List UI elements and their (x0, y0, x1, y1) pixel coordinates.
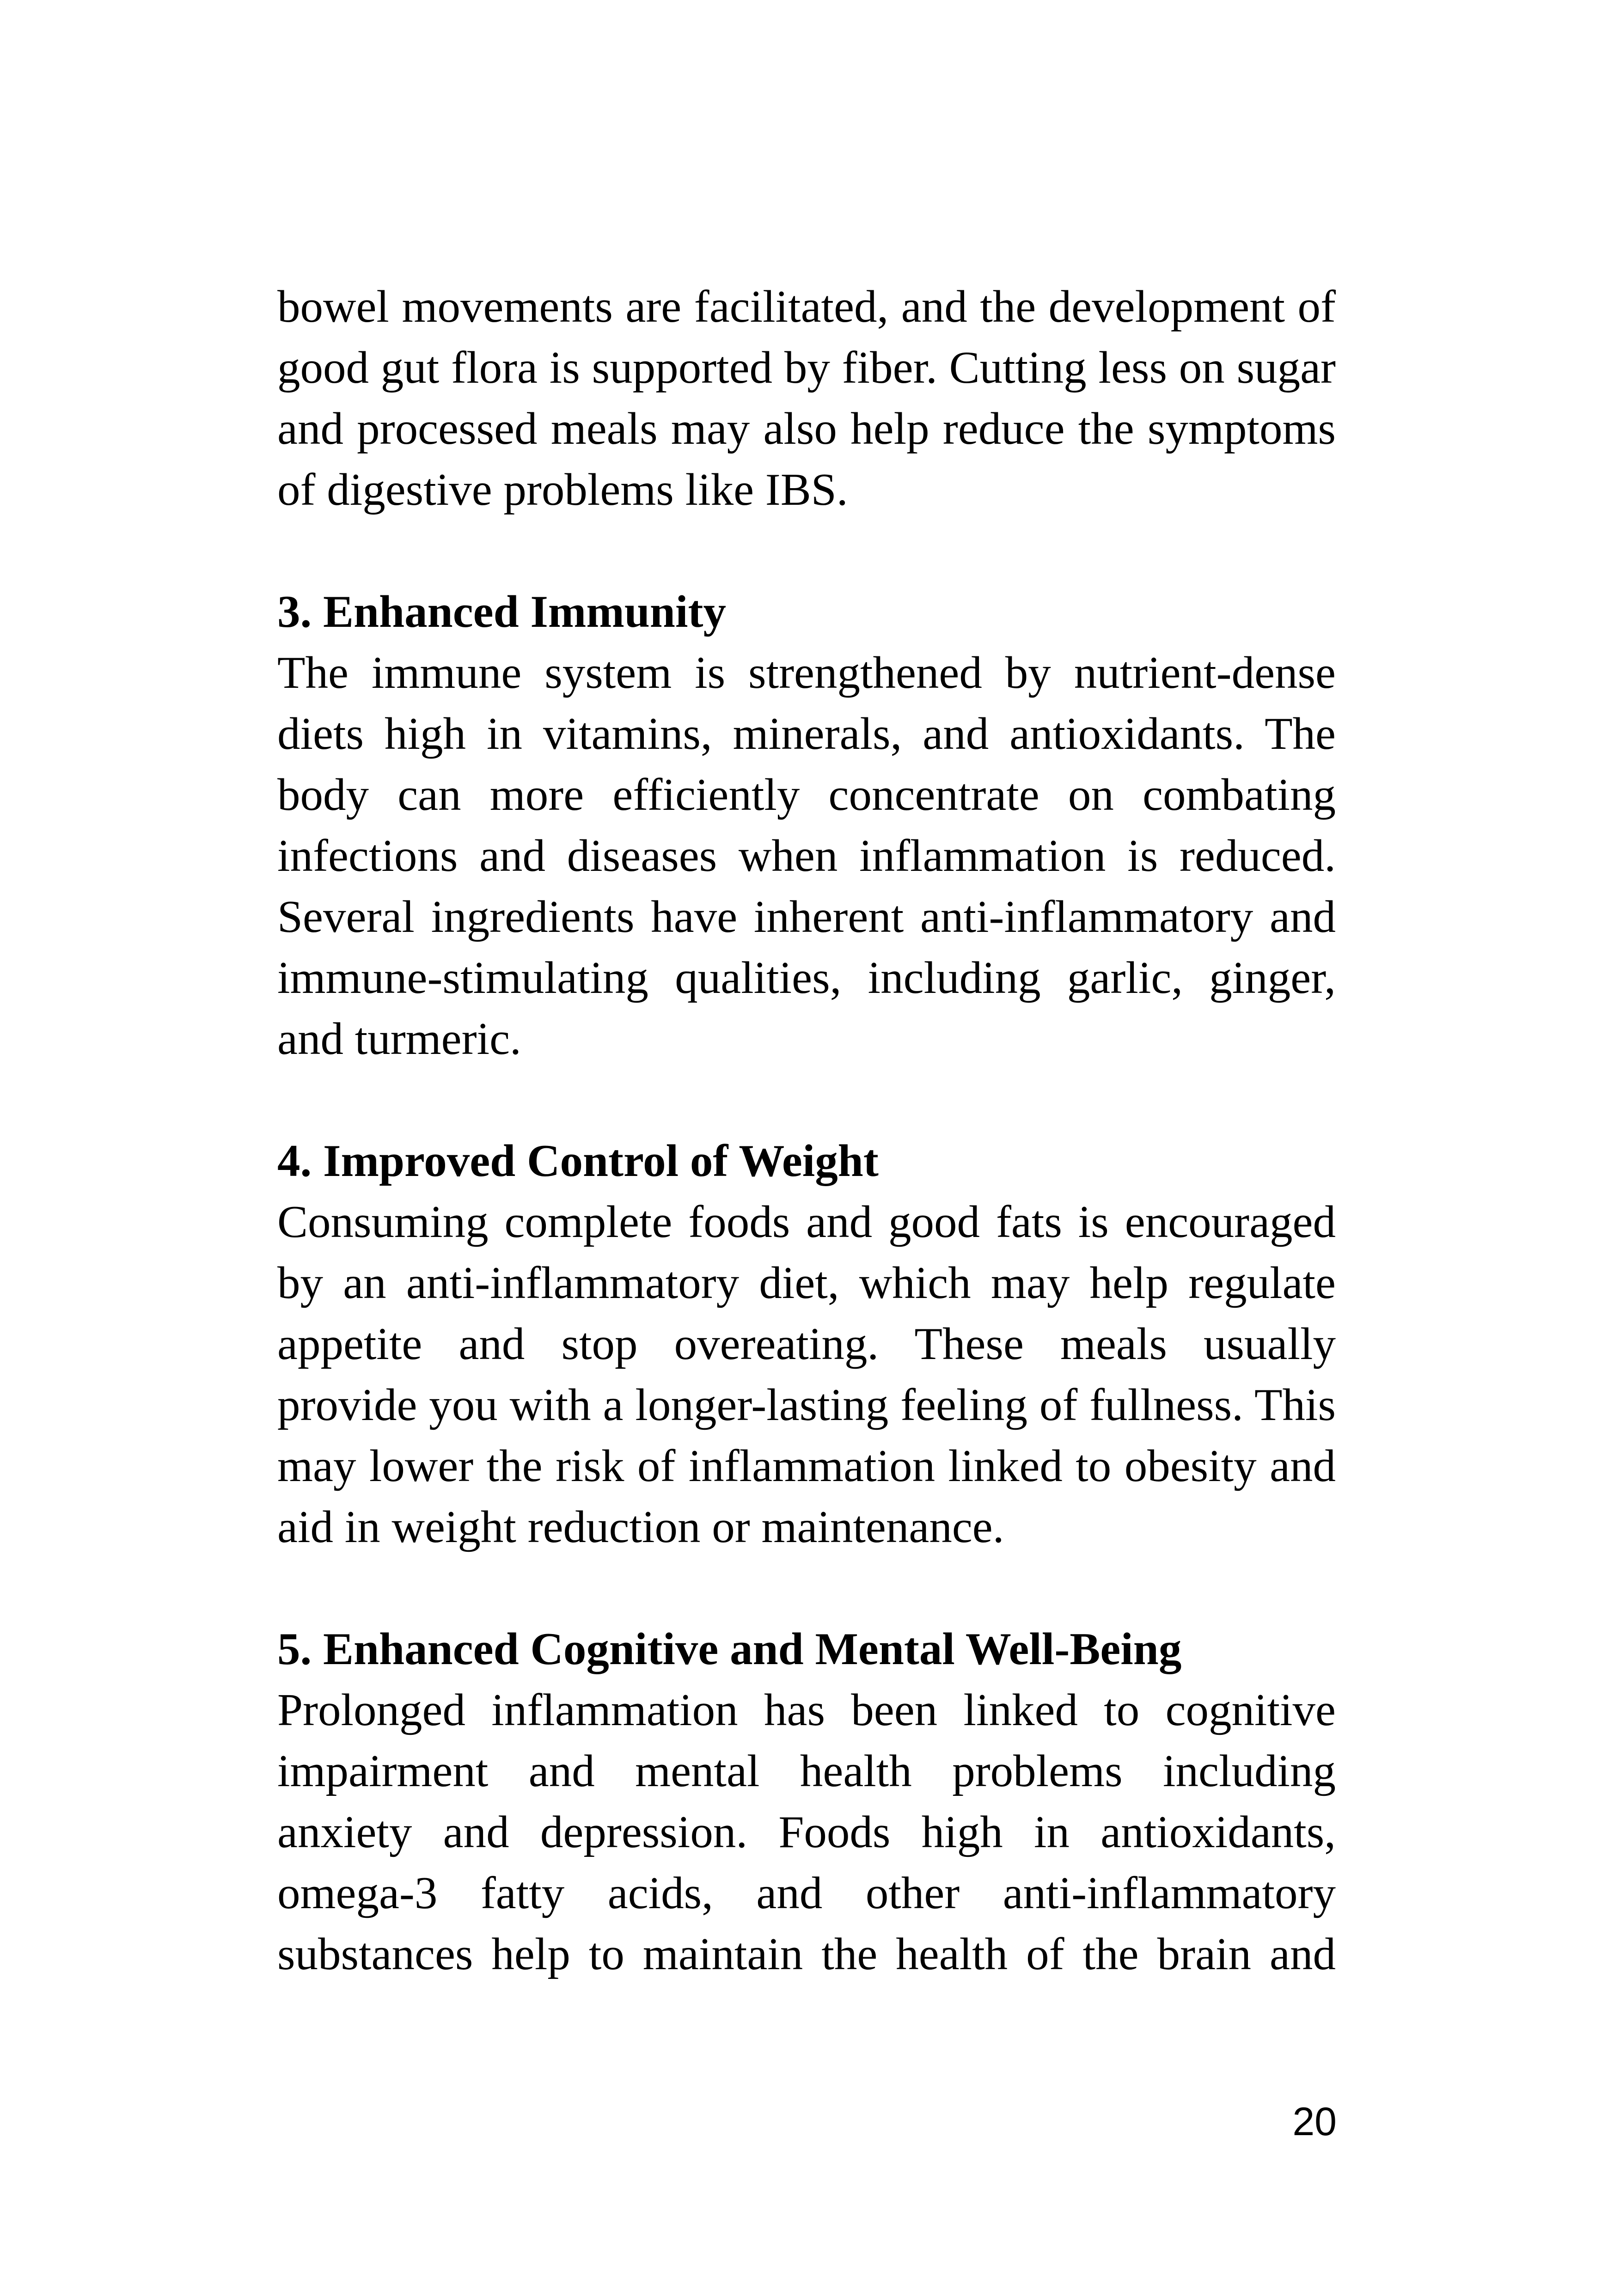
section-body-cognitive-wellbeing: Prolonged inflammation has been linked to cognitive impairment and mental health problems including anxiety and depression. Foods high in antioxidants, omega-3 fatty acids, and other anti-inflammatory substances help to maintain the health of the brain and (277, 1685, 1336, 1979)
section-body-enhanced-immunity: The immune system is strengthened by nutrient-dense diets high in vitamins, minerals, and antioxidants. The body can more efficiently concentrate on combating infections and diseases when inflammation is reduced. Several ingredients have inherent anti-inflammatory and immune-stimulating qualities, including garlic, ginger, and turmeric. (277, 648, 1336, 1064)
section-heading-enhanced-immunity: 3. Enhanced Immunity (277, 587, 726, 637)
section-spacer (277, 1070, 1336, 1131)
section-heading-cognitive-wellbeing: 5. Enhanced Cognitive and Mental Well-Being (277, 1624, 1182, 1674)
section-spacer (277, 520, 1336, 582)
section-body-weight-control: Consuming complete foods and good fats is encouraged by an anti-inflammatory diet, which may help regulate appetite and stop overeating. These meals usually provide you with a longer-lasting feeling of fullness. This may lower the risk of inflammation linked to obesity and aid in weight reduction or maintenance. (277, 1197, 1336, 1552)
text-column (277, 276, 1336, 1985)
page-number: 20 (1292, 2100, 1337, 2144)
section-spacer (277, 1558, 1336, 1619)
section-heading-weight-control: 4. Improved Control of Weight (277, 1136, 879, 1186)
intro-paragraph: bowel movements are facilitated, and the development of good gut flora is supported by fiber. Cutting less on sugar and processed meals may also help reduce the symptoms of digestive problems like IBS. (277, 282, 1336, 515)
